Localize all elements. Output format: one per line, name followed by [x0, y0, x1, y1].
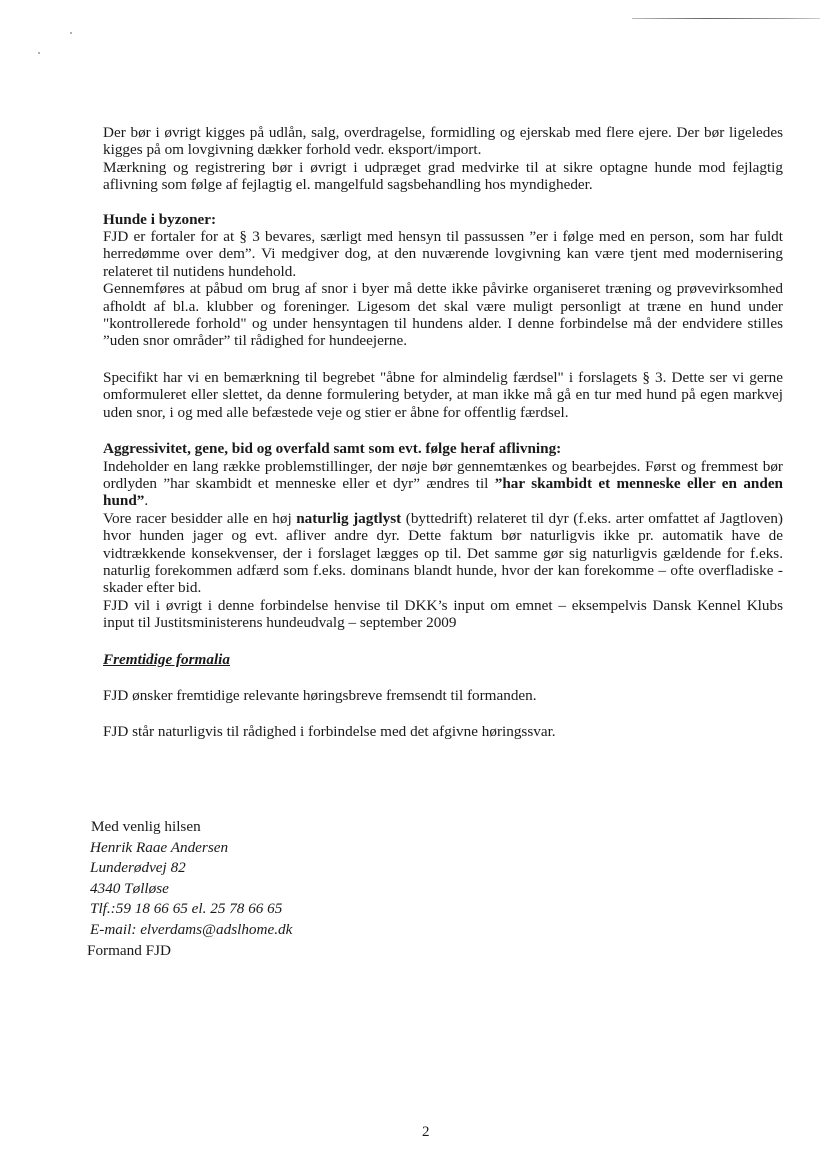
- paragraph-hunting-instinct: [103, 510, 783, 597]
- paragraph-public-traffic: Specifikt har vi en bemærkning til begrebet "åbne for almindelig færdsel" i forslagets § 3. Dette ser vi gerne omformuleret eller slettet, da denne formulering betyder, at man ikke må gå en tur med hund på egen markvej uden snor, i og med alle befæstede veje og stier er åbne for offentlig færdsel.: [103, 368, 783, 421]
- signature-phone: Tlf.:59 18 66 65 el. 25 78 66 65: [90, 900, 283, 918]
- paragraph-leash: Gennemføres at påbud om brug af snor i byer må dette ikke påvirke organiseret træning og prøvevirksomhed afholdt af bl.a. klubber og foreninger. Ligesom det skal være muligt personligt at træne en hund under "kontrollerede forhold" og under hensyntagen til hundens alder. I denne forbindelse må der endvidere stilles ”uden snor områder” til rådighed for hundeejerne.: [103, 280, 783, 350]
- paragraph-marking: Mærkning og registrering bør i øvrigt i udpræget grad medvirke til at sikre optagne hunde mod fejlagtig aflivning som følge af fejlagtig el. mangelfuld sagsbehandling hos myndigheder.: [103, 158, 783, 194]
- scan-artifact-line: [632, 18, 820, 19]
- signature-name: Henrik Raae Andersen: [90, 838, 229, 856]
- signature-block: [87, 817, 293, 961]
- text-run-bold: ”har skambidt et menneske eller en anden hund”: [103, 474, 784, 510]
- text-run: .: [144, 492, 149, 510]
- paragraph-dkk-reference: FJD vil i øvrigt i denne forbindelse henvise til DKK’s input om emnet – eksempelvis Dansk Kennel Klubs input til Justitsministerens hundeudvalg – september 2009: [103, 596, 783, 632]
- signature-street: Lunderødvej 82: [90, 859, 186, 877]
- paragraph-section-3: FJD er fortaler for at § 3 bevares, særligt med hensyn til passussen ”er i følge med en person, som har fuldt herredømme over dem”. Vi medgiver dog, at den nuværende lovgivning kan være tjent med modernisering relateret til nutidens hundehold.: [103, 228, 783, 280]
- text-run: Indeholder en lang række problemstillinger, der nøje bør gennemtænkes og bearbejdes. Først og fremmest bør ordlyden ”har skambidt et menneske eller et dyr” ændres til: [103, 457, 783, 492]
- heading-future-formalities: Fremtidige formalia: [103, 650, 230, 668]
- text-run-bold: naturlig jagtlyst: [296, 509, 402, 527]
- heading-aggression: Aggressivitet, gene, bid og overfald samt som evt. følge heraf aflivning:: [103, 440, 562, 458]
- scan-speck: [38, 52, 40, 54]
- signature-role: Formand FJD: [87, 941, 171, 959]
- paragraph-wording: [103, 458, 783, 510]
- signature-closing: Med venlig hilsen: [91, 818, 201, 835]
- paragraph-ownership: Der bør i øvrigt kigges på udlån, salg, overdragelse, formidling og ejerskab med flere ejere. Der bør ligeledes kigges på om lovgivning dækker forhold vedr. eksport/import.: [103, 124, 783, 159]
- page-number: 2: [422, 1124, 430, 1140]
- text-run: Vore racer besidder alle en høj: [103, 509, 297, 527]
- heading-city-zones: Hunde i byzoner:: [103, 210, 217, 228]
- paragraph-availability: FJD står naturligvis til rådighed i forbindelse med det afgivne høringssvar.: [103, 723, 556, 741]
- scan-speck: [70, 32, 72, 34]
- letter-body: [103, 124, 783, 741]
- signature-city: 4340 Tølløse: [90, 879, 169, 897]
- paragraph-future-letters: FJD ønsker fremtidige relevante høringsbreve fremsendt til formanden.: [103, 686, 537, 704]
- signature-email: E-mail: elverdams@adslhome.dk: [90, 920, 293, 938]
- text-run: (byttedrift) relateret til dyr (f.eks. arter omfattet af Jagtloven) hvor hunden jager og evt. afliver andre dyr. Dette faktum bør naturligvis ikke pr. automatik have de vidtrækkende konsekvenser, der i forslaget lægges op til. Det samme gør sig naturligvis gældende for f.eks. naturlig forekommen adfærd som f.eks. dominans blandt hunde, hvor der kan forekomme – ofte overfladiske - skader efter bid.: [103, 509, 783, 597]
